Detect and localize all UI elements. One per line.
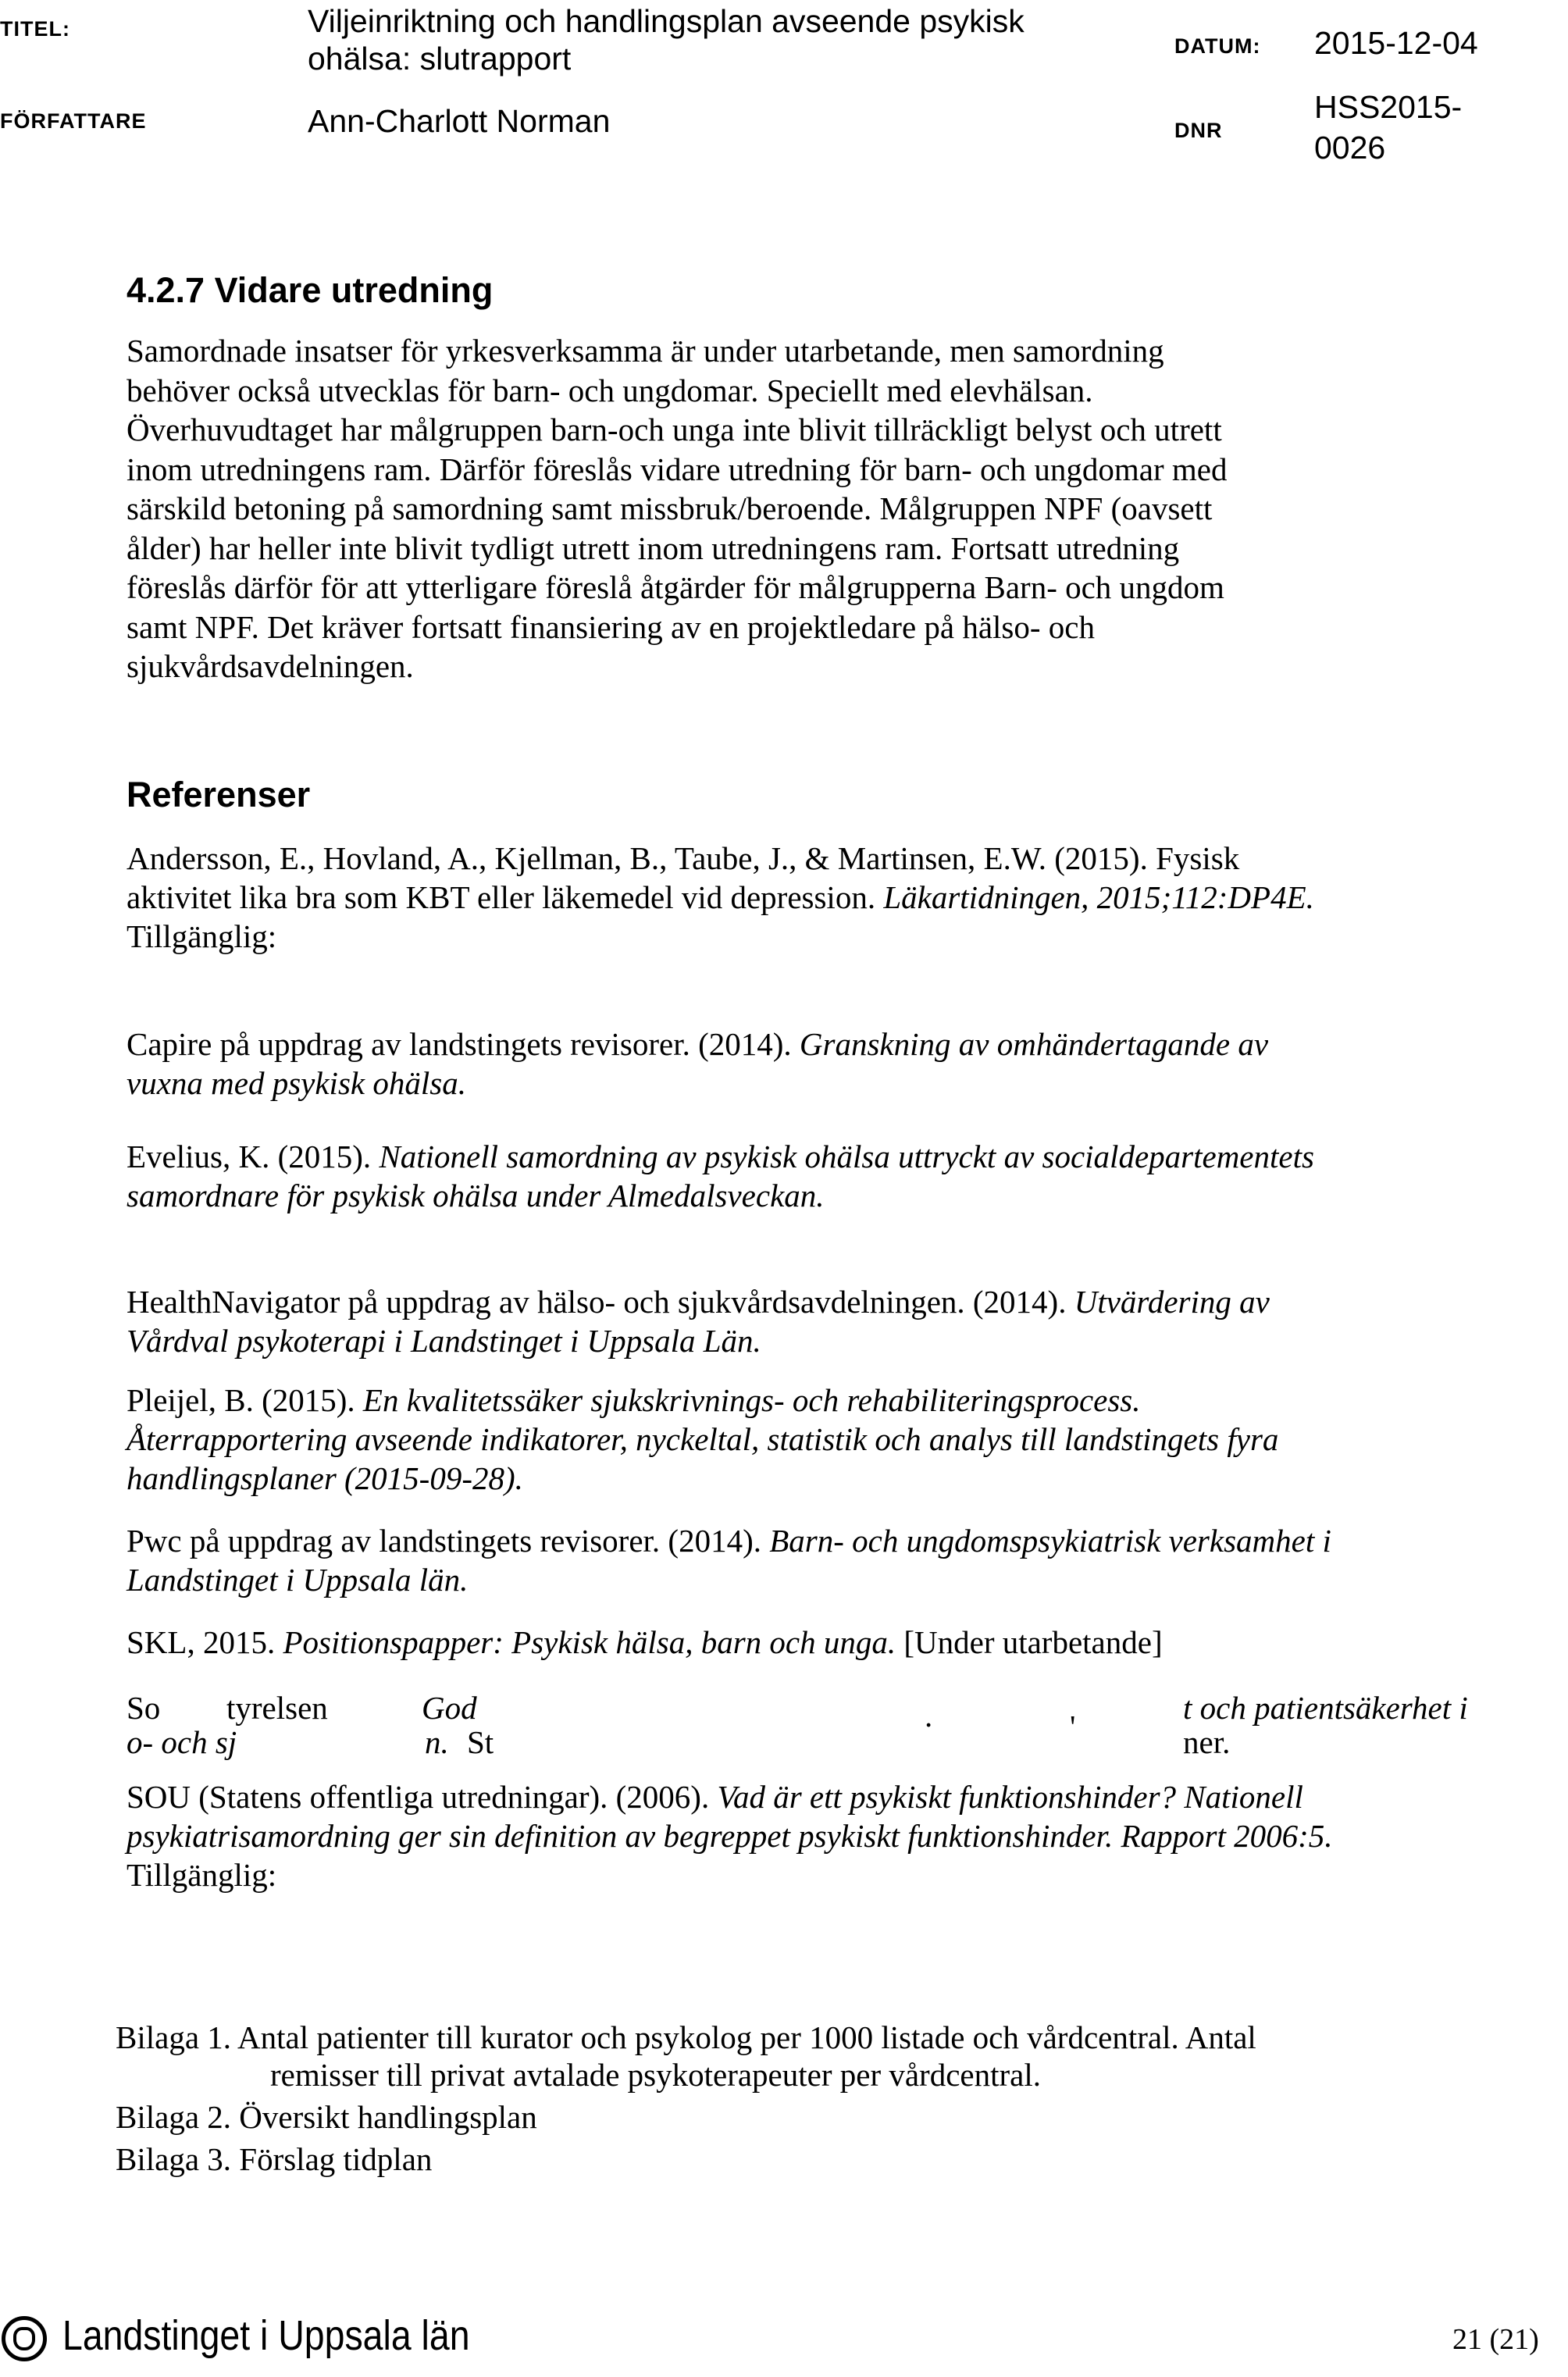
bilaga-1-line2: remisser till privat avtalade psykoterapeuter per vårdcentral. — [270, 2057, 1041, 2093]
ref-line: HealthNavigator på uppdrag av hälso- och sjukvårdsavdelningen. (2014). Utvärdering av — [127, 1284, 1270, 1320]
reference-sou — [127, 1777, 1556, 1894]
ref-line: samordnare för psykisk ohälsa under Almedalsveckan. — [127, 1178, 825, 1213]
section-heading: 4.2.7 Vidare utredning — [127, 270, 494, 310]
landsting-logo-icon — [2, 2316, 47, 2361]
ref-line: aktivitet lika bra som KBT eller läkemedel vid depression. Läkartidningen, 2015;112:DP4E. — [127, 879, 1314, 915]
section-body — [127, 331, 1485, 686]
ref-line: SKL, 2015. Positionspapper: Psykisk hälsa, barn och unga. [Under utarbetande] — [127, 1624, 1163, 1660]
reference-evelius — [127, 1137, 1556, 1215]
reference-pwc — [127, 1521, 1556, 1599]
references-heading: Referenser — [127, 775, 311, 814]
reference-socialstyrelsen-partial: So tyrelsen God . t och patientsäkerhet i o- och sj n. St ' ner. — [127, 1690, 1468, 1760]
body-line: ålder) har heller inte blivit tydligt utrett inom utredningens ram. Fortsatt utredning — [127, 529, 1180, 566]
ref-line: Tillgänglig: — [127, 1857, 277, 1893]
ref-line: Vårdval psykoterapi i Landstinget i Uppsala Län. — [127, 1323, 761, 1359]
ref-line: handlingsplaner (2015-09-28). — [127, 1460, 523, 1496]
dnr-label: DNR — [1174, 119, 1223, 142]
ref-line: vuxna med psykisk ohälsa. — [127, 1065, 466, 1101]
body-line: samt NPF. Det kräver fortsatt finansiering av en projektledare på hälso- och — [127, 608, 1095, 645]
reference-capire — [127, 1025, 1556, 1103]
ref-line: Andersson, E., Hovland, A., Kjellman, B., Taube, J., & Martinsen, E.W. (2015). Fysisk — [127, 840, 1240, 876]
body-line: föreslås därför för att ytterligare föreslå åtgärder för målgrupperna Barn- och ungdom — [127, 569, 1224, 605]
bilaga-3: Bilaga 3. Förslag tidplan — [116, 2141, 433, 2177]
bilaga-2: Bilaga 2. Översikt handlingsplan — [116, 2099, 537, 2135]
body-line: Överhuvudtaget har målgruppen barn-och unga inte blivit tillräckligt belyst och utrett — [127, 412, 1222, 447]
reference-pleijel — [127, 1381, 1556, 1498]
ref-line: Återrapportering avseende indikatorer, nyckeltal, statistik och analys till landstingets fyra — [127, 1421, 1279, 1457]
ref-line: Pwc på uppdrag av landstingets revisorer. (2014). Barn- och ungdomspsykiatrisk verksamhet i — [127, 1523, 1331, 1559]
ref-line: Tillgänglig: — [127, 918, 277, 954]
body-line: Samordnade insatser för yrkesverksamma är under utarbetande, men samordning — [127, 333, 1164, 369]
forfattare-value: Ann-Charlott Norman — [308, 103, 611, 139]
dnr-value-line2: 0026 — [1314, 130, 1386, 166]
ref-line: SOU (Statens offentliga utredningar). (2006). Vad är ett psykiskt funktionshinder? Nationell — [127, 1779, 1303, 1815]
body-line: sjukvårdsavdelningen. — [127, 648, 414, 684]
ref-line: Landstinget i Uppsala län. — [127, 1562, 469, 1598]
titel-value-line1: Viljeinriktning och handlingsplan avseende psykisk — [308, 3, 1025, 39]
ref-line: Evelius, K. (2015). Nationell samordning av psykisk ohälsa uttryckt av socialdepartementets — [127, 1139, 1314, 1174]
reference-skl — [127, 1623, 1556, 1662]
datum-value: 2015-12-04 — [1314, 25, 1478, 61]
dnr-value-line1: HSS2015- — [1314, 89, 1463, 125]
organization-name: Landstinget i Uppsala län — [62, 2312, 470, 2359]
body-line: särskild betoning på samordning samt missbruk/beroende. Målgruppen NPF (oavsett — [127, 490, 1213, 526]
page-number: 21 (21) — [1452, 2323, 1539, 2356]
body-line: behöver också utvecklas för barn- och ungdomar. Speciellt med elevhälsan. — [127, 372, 1093, 408]
reference-andersson — [127, 839, 1556, 956]
titel-label: TITEL: — [0, 17, 70, 41]
ref-line: psykiatrisamordning ger sin definition av begreppet psykiskt funktionshinder. Rapport 2006:5. — [127, 1818, 1333, 1854]
body-line: inom utredningens ram. Därför föreslås vidare utredning för barn- och ungdomar med — [127, 451, 1228, 487]
datum-label: DATUM: — [1174, 34, 1261, 58]
bilaga-1-line1: Bilaga 1. Antal patienter till kurator och psykolog per 1000 listade och vårdcentral. Antal — [116, 2019, 1256, 2055]
ref-line: Capire på uppdrag av landstingets revisorer. (2014). Granskning av omhändertagande av — [127, 1026, 1269, 1062]
titel-value-line2: ohälsa: slutrapport — [308, 41, 572, 77]
forfattare-label: FÖRFATTARE — [0, 109, 147, 133]
ref-line: Pleijel, B. (2015). En kvalitetssäker sjukskrivnings- och rehabiliteringsprocess. — [127, 1382, 1141, 1418]
reference-healthnavigator — [127, 1282, 1556, 1360]
